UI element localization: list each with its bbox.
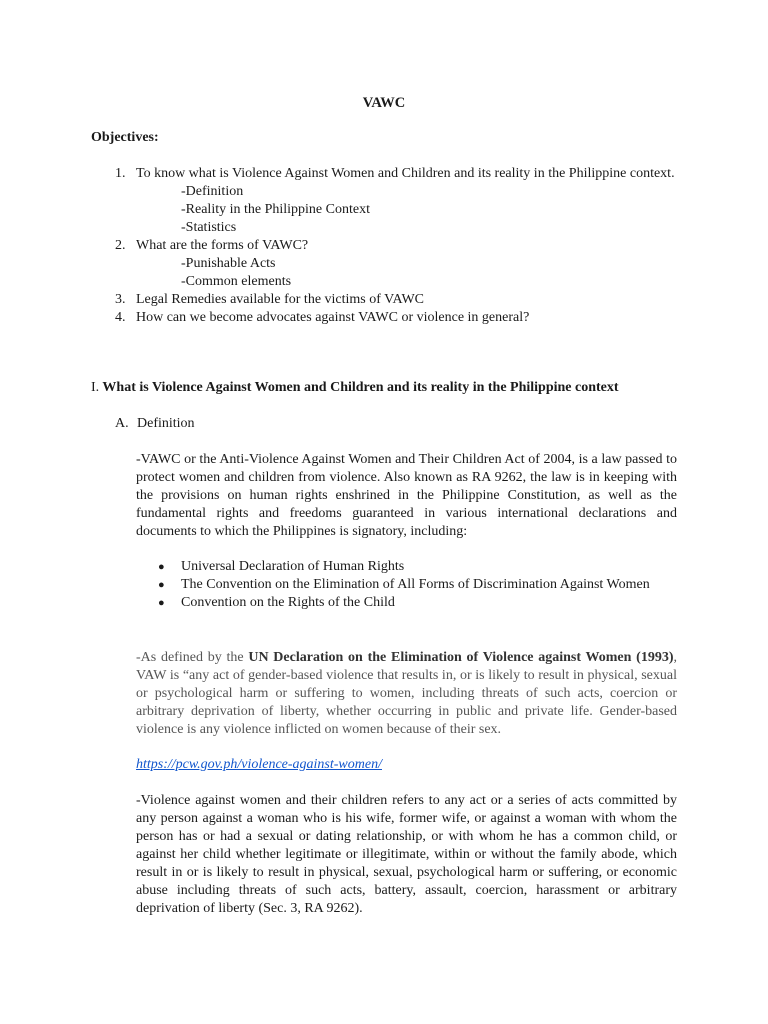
list-item: [158, 594, 658, 612]
objective-number: 3.: [115, 292, 126, 307]
objective-text: To know what is Violence Against Women and Children and its reality in the Philippine context.: [136, 166, 675, 181]
definition-paragraph: -VAWC or the Anti-Violence Against Women and Their Children Act of 2004, is a law passed to protect women and children from violence. Also known as RA 9262, the law is in keeping with the provisions on human rights enshrined in the Philippine Constitution, as well as the fundamental rights and freedoms guaranteed in various international declarations and documents to which the Philippines is signatory, including:: [136, 452, 677, 539]
objective-item: [115, 237, 675, 291]
list-item-text: The Convention on the Elimination of All Forms of Discrimination Against Women: [181, 577, 650, 592]
objective-subitem: -Reality in the Philippine Context: [181, 202, 370, 217]
objectives-heading: Objectives:: [91, 130, 159, 145]
objective-item: [115, 309, 675, 327]
list-item-text: Convention on the Rights of the Child: [181, 595, 395, 610]
objective-number: 4.: [115, 310, 126, 325]
un-definition-text: , VAW is “any act of gender-based violence that results in, or is likely to result in physical, sexual or psychological harm or suffering to women, including threats of such acts, coercion or arbitrary deprivation of liberty, whether occurring in public and private life. Gender-based violence is any violence inflicted on women because of their sex.: [136, 650, 677, 737]
subsection-letter: A.: [115, 416, 129, 431]
objective-text: Legal Remedies available for the victims of VAWC: [136, 292, 425, 307]
bullet-icon: ●: [158, 597, 165, 609]
subsection-heading: [115, 415, 195, 433]
pcw-source-link[interactable]: https://pcw.gov.ph/violence-against-women/: [136, 757, 382, 772]
bullet-icon: ●: [158, 579, 165, 591]
objective-number: 1.: [115, 166, 126, 181]
objectives-list: [115, 165, 675, 327]
objective-subitem: -Punishable Acts: [181, 256, 276, 271]
declarations-list: [158, 558, 658, 612]
objective-subitem: -Definition: [181, 184, 244, 199]
section-heading: [91, 379, 619, 397]
sec3-paragraph: -Violence against women and their children refers to any act or a series of acts committed by any person against a woman who is his wife, former wife, or against a woman with whom the person has or had a sexual or dating relationship, or with whom he has a common child, or against her child whether legitimate or illegitimate, within or without the family abode, which result in or is likely to result in physical, sexual, psychological harm or suffering, or economic abuse including threats of such acts, battery, assault, coercion, harassment or arbitrary deprivation of liberty (Sec. 3, RA 9262).: [136, 793, 677, 916]
document-title: VAWC: [362, 95, 406, 111]
objective-item: [115, 165, 675, 237]
un-declaration-name: UN Declaration on the Elimination of Violence against Women (1993): [248, 650, 674, 665]
list-item-text: Universal Declaration of Human Rights: [181, 559, 405, 574]
objective-text: How can we become advocates against VAWC or violence in general?: [136, 310, 530, 325]
objective-number: 2.: [115, 238, 126, 253]
list-item: [158, 558, 658, 576]
bullet-icon: ●: [158, 561, 165, 573]
list-item: [158, 576, 658, 594]
un-definition-prefix: -As defined by the: [136, 650, 249, 665]
objective-subitem: -Statistics: [181, 220, 237, 235]
objective-subitem: -Common elements: [181, 274, 292, 289]
objective-item: [115, 291, 675, 309]
subsection-title: Definition: [137, 416, 195, 431]
section-number: I.: [91, 380, 100, 395]
objective-text: What are the forms of VAWC?: [136, 238, 309, 253]
section-title: What is Violence Against Women and Children and its reality in the Philippine context: [102, 380, 619, 395]
un-definition-paragraph: [136, 649, 677, 739]
